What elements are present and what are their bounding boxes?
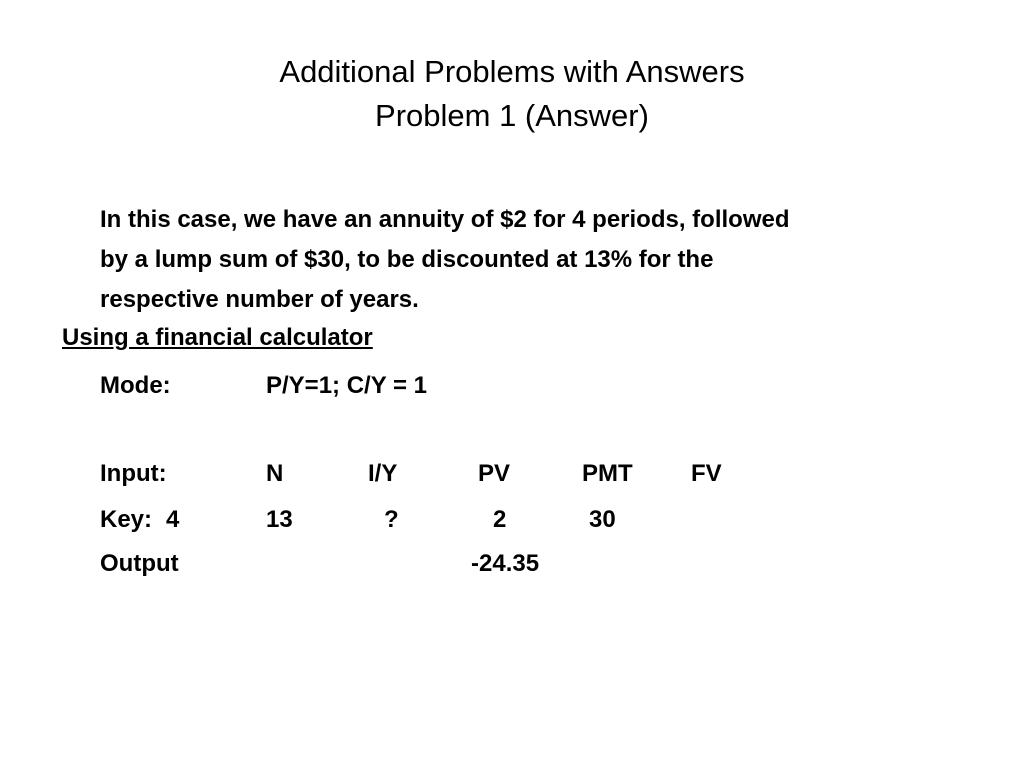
problem-description <box>100 200 980 316</box>
key-row-label: Key: <box>100 506 153 533</box>
description-line-3: respective number of years. <box>100 286 419 313</box>
section-heading: Using a financial calculator <box>62 324 373 351</box>
key-cell-fv: 30 <box>589 506 616 533</box>
input-cell-fv: FV <box>691 460 722 487</box>
input-cell-iy: I/Y <box>368 460 398 487</box>
key-cell-pv: ? <box>384 506 399 533</box>
key-cell-iy: 13 <box>266 506 293 533</box>
title-line-1: Additional Problems with Answers <box>279 54 745 89</box>
input-cell-pv: PV <box>478 460 511 487</box>
input-cell-n: N <box>266 460 284 487</box>
output-pv-value: -24.35 <box>471 550 540 577</box>
mode-value: P/Y=1; C/Y = 1 <box>266 372 427 399</box>
input-cell-pmt: PMT <box>582 460 633 487</box>
key-cell-pmt: 2 <box>493 506 507 533</box>
input-row-label: Input: <box>100 460 167 487</box>
mode-label: Mode: <box>100 372 171 399</box>
output-row-label: Output <box>100 550 179 577</box>
key-cell-n: 4 <box>166 506 180 533</box>
description-line-2: by a lump sum of $30, to be discounted at 13% for the <box>100 246 714 273</box>
slide-title <box>0 50 1024 138</box>
title-line-2: Problem 1 (Answer) <box>375 98 649 133</box>
description-line-1: In this case, we have an annuity of $2 for 4 periods, followed <box>100 206 790 233</box>
